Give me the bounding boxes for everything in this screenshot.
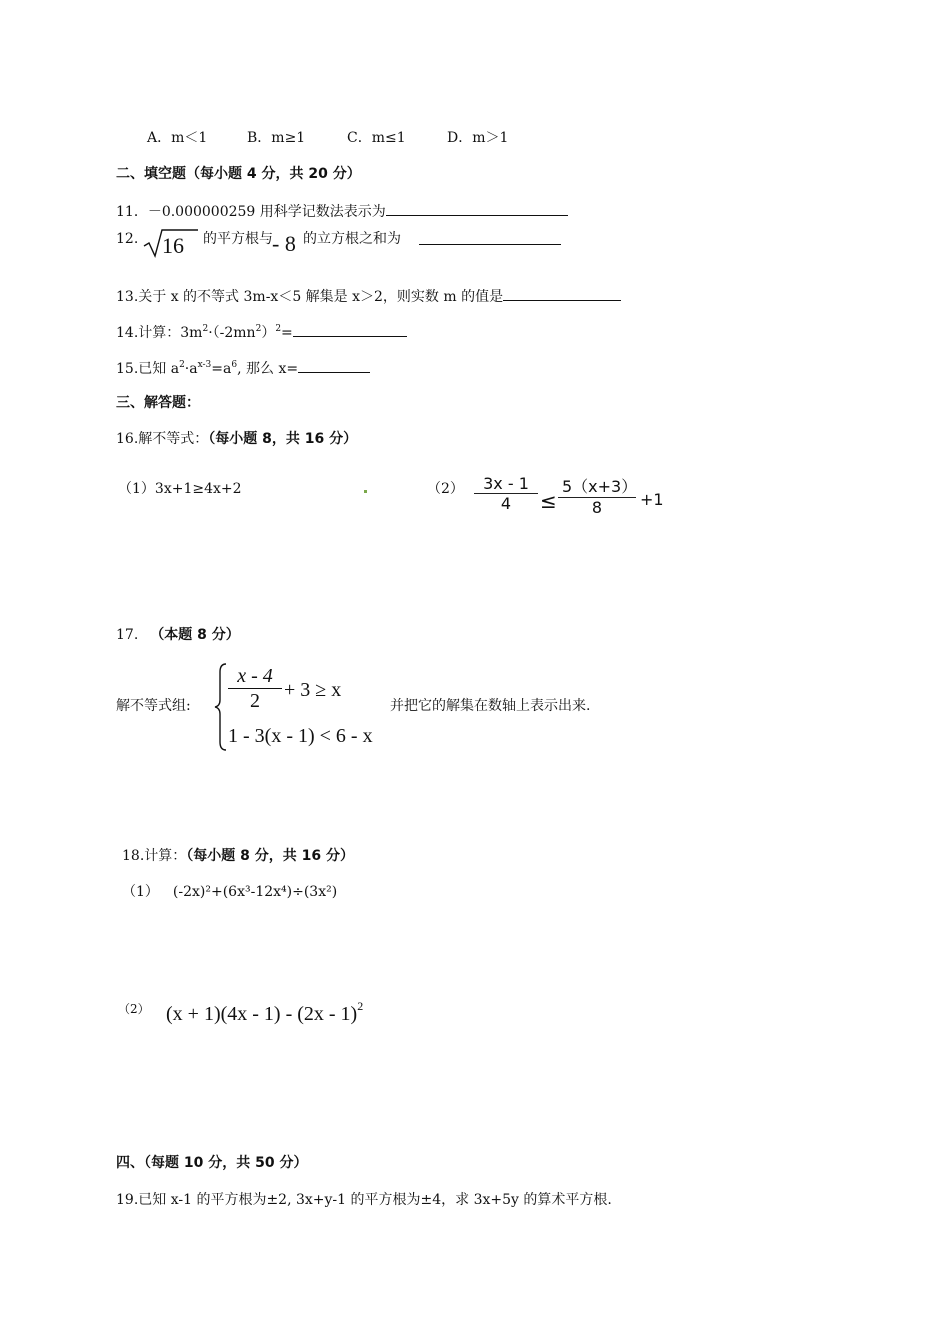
question-17-intro: 解不等式组: — [116, 698, 191, 714]
q15-part: =a — [211, 361, 232, 377]
q15-exponent: 6 — [231, 360, 238, 370]
question-18-part-1-expr: (-2x)²+(6x³-12x⁴)÷(3x²) — [172, 884, 338, 900]
neg-eight: - 8 — [272, 231, 296, 256]
choice-d: D．m＞1 — [447, 130, 509, 146]
ineq1-rest: + 3 ≥ x — [284, 679, 342, 701]
question-17-points: （本题 8 分） — [150, 627, 240, 643]
q14-exponent: 2 — [275, 324, 282, 334]
question-12-number: 12. — [116, 231, 139, 247]
section-4-heading: 四、（每题 10 分，共 50 分） — [116, 1155, 308, 1171]
q15-part: , 那么 x= — [237, 361, 299, 377]
sqrt-radicand: 16 — [162, 233, 184, 258]
choice-c: C．m≤1 — [347, 130, 406, 146]
q15-exponent: x-3 — [197, 360, 212, 370]
stray-dot — [364, 490, 367, 493]
question-15 — [116, 358, 370, 378]
question-17-tail: 并把它的解集在数轴上表示出来. — [390, 698, 591, 714]
question-11-text: 11．－0.000000259 用科学记数法表示为 — [116, 204, 386, 220]
fraction-right — [558, 474, 636, 517]
brace-icon — [214, 662, 228, 752]
answer-blank-11[interactable] — [386, 201, 568, 216]
fraction-left — [474, 474, 538, 513]
ineq1-denominator: 2 — [250, 690, 260, 712]
q15-exponent: 2 — [179, 360, 185, 370]
fraction-right-numerator: 5（x+3） — [558, 474, 636, 498]
answer-blank-15[interactable] — [298, 358, 370, 373]
leq-sign: ≤ — [540, 489, 557, 513]
choice-a: A．m＜1 — [147, 130, 208, 146]
question-18-part-2-exponent: 2 — [357, 999, 364, 1013]
question-18-part-2-expr — [166, 999, 364, 1026]
question-16-points: （每小题 8，共 16 分） — [208, 431, 358, 447]
q14-part: = — [281, 325, 293, 341]
question-17-heading — [116, 626, 240, 644]
fraction-left-numerator: 3x - 1 — [474, 474, 538, 494]
question-18-part-2-label: （2） — [118, 1002, 150, 1016]
answer-blank-14[interactable] — [293, 322, 407, 337]
question-18-part-1-label: （1） — [122, 884, 159, 900]
question-13 — [116, 286, 621, 306]
section-3-heading: 三、解答题： — [116, 395, 200, 411]
section-2-heading: 二、填空题（每小题 4 分，共 20 分） — [116, 166, 361, 182]
q14-part: 14.计算：3m — [116, 325, 203, 341]
answer-blank-13[interactable] — [503, 286, 621, 301]
question-13-text: 13.关于 x 的不等式 3m-x＜5 解集是 x＞2，则实数 m 的值是 — [116, 289, 504, 305]
question-18-points: （每小题 8 分，共 16 分） — [186, 848, 354, 864]
question-12-suffix: 的立方根之和为 — [303, 231, 401, 247]
q14-exponent: 2 — [202, 324, 209, 334]
plus-one: +1 — [640, 490, 664, 509]
question-16-part-2-label: （2） — [427, 481, 464, 497]
ineq1-numerator: x - 4 — [228, 664, 282, 689]
question-16-heading — [116, 430, 357, 448]
question-18-label: 18.计算： — [122, 848, 187, 864]
question-14 — [116, 322, 407, 342]
question-12-mid: 的平方根与 — [203, 231, 273, 247]
q14-part: ·（-2mn — [208, 325, 256, 341]
answer-blank-12[interactable] — [419, 230, 561, 245]
question-18-part-1 — [122, 883, 337, 901]
question-18-heading — [122, 847, 354, 865]
ineq1-fraction — [228, 664, 282, 713]
question-19: 19.已知 x-1 的平方根为±2, 3x+y-1 的平方根为±4，求 3x+5y 的算术平方根. — [116, 1192, 612, 1208]
fraction-right-denominator: 8 — [591, 498, 603, 517]
q15-part: ·a — [184, 361, 198, 377]
fraction-left-denominator: 4 — [500, 494, 512, 513]
q14-exponent: 2 — [255, 324, 262, 334]
question-16-part-1: （1）3x+1≥4x+2 — [118, 481, 242, 497]
ineq2: 1 - 3(x - 1) < 6 - x — [228, 725, 373, 747]
question-17-label: 17. — [116, 627, 139, 643]
question-11 — [116, 201, 568, 221]
choice-b: B．m≥1 — [247, 130, 306, 146]
question-18-part-2-body: (x + 1)(4x - 1) - (2x - 1) — [166, 1003, 358, 1025]
question-16-label: 16.解不等式： — [116, 431, 209, 447]
q15-part: 15.已知 a — [116, 361, 180, 377]
q14-part: ） — [261, 325, 276, 341]
